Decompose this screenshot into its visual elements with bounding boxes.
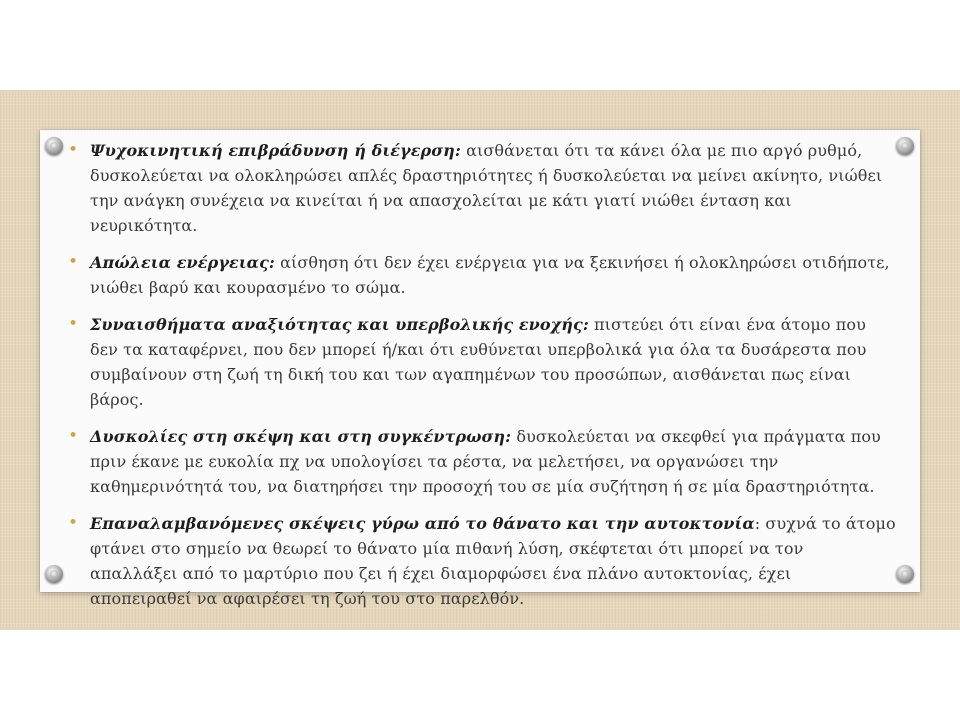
- push-pin-icon: [896, 565, 914, 583]
- list-item: [66, 312, 896, 412]
- item-text: [90, 424, 896, 499]
- item-text: [90, 250, 896, 300]
- bullet-icon: •: [68, 426, 79, 446]
- item-body: δυσκολεύεται να σκεφθεί για πράγματα που πριν έκανε με ευκολία πχ να υπολογίσει τα ρέστα, να μελετήσει, να οργανώσει την καθημερινότητά του, να διατηρήσει την προσοχή του σε μία συζήτηση ή σε μία δραστηριότητα.: [90, 427, 881, 496]
- list-item: [66, 138, 896, 238]
- list-item: [66, 511, 896, 611]
- item-heading: Απώλεια ενέργειας:: [90, 253, 275, 272]
- list-item: [66, 250, 896, 300]
- item-body: πιστεύει ότι είναι ένα άτομο που δεν τα καταφέρνει, που δεν μπορεί ή/και ότι ευθύνεται υπερβολικά για όλα τα δυσάρεστα που συμβαίνουν στη ζωή τη δική του και των αγαπημένων του προσώπων, αισθάνεται πως είναι βάρος.: [90, 315, 867, 409]
- item-heading: Συναισθήματα αναξιότητας και υπερβολικής ενοχής:: [90, 315, 589, 334]
- push-pin-icon: [45, 565, 63, 583]
- bullet-icon: •: [68, 140, 79, 160]
- item-body: αίσθηση ότι δεν έχει ενέργεια για να ξεκινήσει ή ολοκληρώσει οτιδήποτε, νιώθει βαρύ και κουρασμένο το σώμα.: [90, 253, 890, 297]
- item-body: : συχνά το άτομο φτάνει στο σημείο να θεωρεί το θάνατο μία πιθανή λύση, σκέφτεται ότι μπορεί να τον απαλλάξει από το μαρτύριο που ζει ή έχει διαμορφώσει ένα πλάνο αυτοκτονίας, έχει αποπειραθεί να αφαιρέσει τη ζωή του στο παρελθόν.: [90, 514, 896, 608]
- item-text: [90, 138, 896, 238]
- push-pin-icon: [896, 137, 914, 155]
- bullet-icon: •: [68, 314, 79, 334]
- item-heading: Ψυχοκινητική επιβράδυνση ή διέγερση:: [90, 141, 461, 160]
- push-pin-icon: [45, 137, 63, 155]
- bullet-icon: •: [68, 513, 79, 533]
- item-text: [90, 511, 896, 611]
- item-heading: Επαναλαμβανόμενες σκέψεις γύρω από το θάνατο και την αυτοκτονία: [90, 514, 755, 533]
- bullet-icon: •: [68, 252, 79, 272]
- item-body: αισθάνεται ότι τα κάνει όλα με πιο αργό ρυθμό, δυσκολεύεται να ολοκληρώσει απλές δραστηριότητες ή δυσκολεύεται να μείνει ακίνητο, νιώθει την ανάγκη συνέχεια να κινείται ή να απασχολείται με κάτι γιατί νιώθει ένταση και νευρικότητα.: [90, 141, 883, 235]
- item-heading: Δυσκολίες στη σκέψη και στη συγκέντρωση:: [90, 427, 512, 446]
- item-text: [90, 312, 896, 412]
- symptom-list: [66, 138, 896, 623]
- list-item: [66, 424, 896, 499]
